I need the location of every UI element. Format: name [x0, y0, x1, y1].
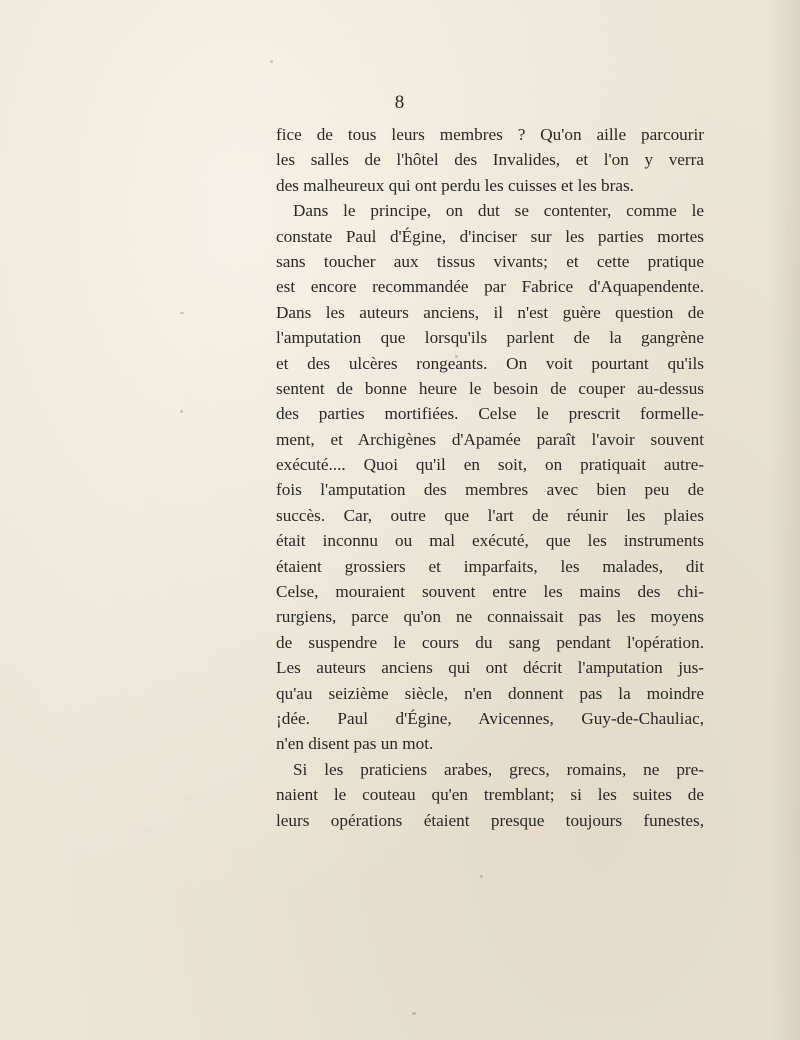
- text-line: Les auteurs anciens qui ont décrit l'amputation jus-: [276, 658, 704, 678]
- text-line: Celse, mouraient souvent entre les mains des chi-: [276, 582, 704, 602]
- text-line: sentent de bonne heure le besoin de couper au-dessus: [276, 378, 704, 398]
- page-number: 8: [394, 92, 406, 113]
- text-line: les salles de l'hôtel des Invalides, et l'on y verra: [276, 150, 704, 170]
- text-line: n'en disent pas un mot.: [276, 734, 434, 754]
- paper-speck: [270, 60, 273, 63]
- paper-speck: [180, 312, 184, 314]
- text-line: était inconnu ou mal exécuté, que les instruments: [276, 531, 704, 551]
- paper-speck: [180, 410, 183, 413]
- text-line: qu'au seizième siècle, n'en donnent pas la moindre: [276, 683, 704, 703]
- text-line: constate Paul d'Égine, d'inciser sur les parties mortes: [276, 226, 704, 246]
- body-text: [276, 122, 704, 833]
- text-line: leurs opérations étaient presque toujours funestes,: [276, 810, 704, 830]
- text-line: ¡dée. Paul d'Égine, Avicennes, Guy-de-Chauliac,: [276, 708, 704, 728]
- text-line: rurgiens, parce qu'on ne connaissait pas les moyens: [276, 607, 704, 627]
- text-line: Dans les auteurs anciens, il n'est guère question de: [276, 302, 704, 322]
- text-line: des parties mortifiées. Celse le prescrit formelle-: [276, 404, 704, 424]
- paper-speck: [480, 875, 483, 878]
- text-line: des malheureux qui ont perdu les cuisses et les bras.: [276, 175, 634, 195]
- text-line: est encore recommandée par Fabrice d'Aquapendente.: [276, 277, 704, 297]
- paper-speck: [412, 1012, 416, 1015]
- text-line: de suspendre le cours du sang pendant l'opération.: [276, 632, 704, 652]
- text-line: Si les praticiens arabes, grecs, romains, ne pre-: [293, 759, 704, 779]
- text-line: l'amputation que lorsqu'ils parlent de la gangrène: [276, 328, 704, 348]
- text-line: fois l'amputation des membres avec bien peu de: [276, 480, 704, 500]
- page-edge-shadow: [770, 0, 800, 1040]
- text-line: exécuté.... Quoi qu'il en soit, on pratiquait autre-: [276, 455, 704, 475]
- text-line: naient le couteau qu'en tremblant; si les suites de: [276, 785, 704, 805]
- text-line: étaient grossiers et imparfaits, les malades, dit: [276, 556, 704, 576]
- text-line: et des ulcères rongeants. On voit pourtant qu'ils: [276, 353, 704, 373]
- text-line: sans toucher aux tissus vivants; et cette pratique: [276, 251, 704, 271]
- text-line: ment, et Archigènes d'Apamée paraît l'avoir souvent: [276, 429, 704, 449]
- text-line: succès. Car, outre que l'art de réunir les plaies: [276, 505, 704, 525]
- text-line: Dans le principe, on dut se contenter, comme le: [293, 201, 704, 221]
- text-line: fice de tous leurs membres ? Qu'on aille parcourir: [276, 125, 704, 144]
